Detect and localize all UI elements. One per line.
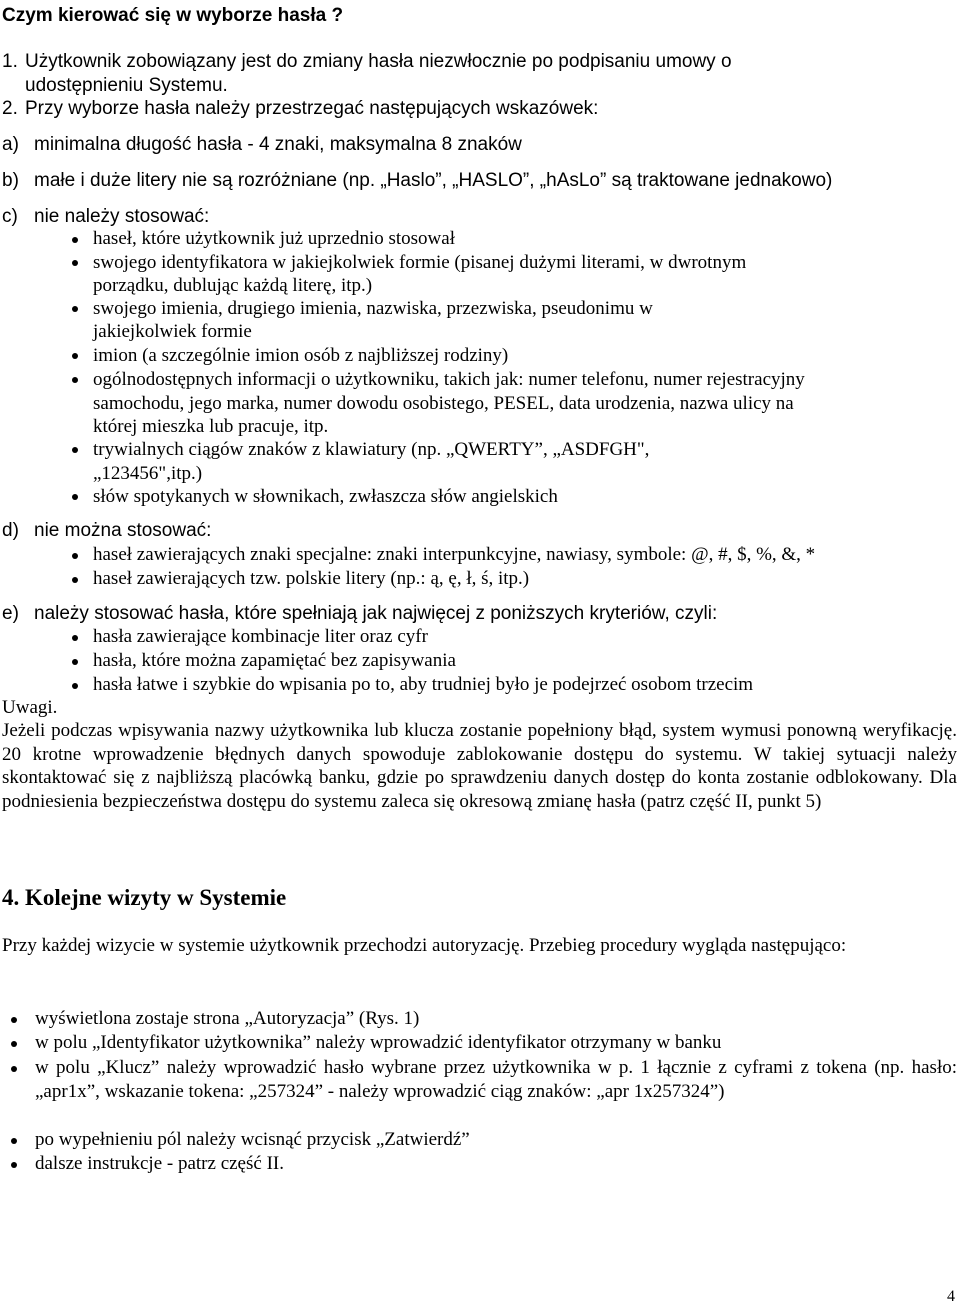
rule-c-item-3-line-2: jakiejkolwiek formie xyxy=(93,321,252,342)
numbered-marker-1: 1. xyxy=(2,51,18,72)
rule-d-item-2: haseł zawierających tzw. polskie litery (np.: ą, ę, ł, ś, itp.) xyxy=(93,568,530,589)
rule-c-marker: c) xyxy=(2,206,18,227)
bullet-icon xyxy=(11,1066,17,1072)
rule-d-text: nie można stosować: xyxy=(34,520,212,541)
section-heading: Czym kierować się w wyborze hasła ? xyxy=(2,5,344,26)
notes-label: Uwagi. xyxy=(2,697,58,718)
rule-c-item-5-line-1: ogólnodostępnych informacji o użytkowniku, takich jak: numer telefonu, numer rejestracyjny xyxy=(93,369,805,390)
section-4-item-3: w polu „Klucz” należy wprowadzić hasło wybrane przez użytkownika w p. 1 łącznie z cyframi z tokena (np. hasło: „apr1x”, wskazanie tokena: „257324” - należy wprowadzić ciąg znaków: „apr 1x257324”) xyxy=(35,1057,957,1102)
rule-b-marker: b) xyxy=(2,170,19,191)
rule-c-text: nie należy stosować: xyxy=(34,206,210,227)
page-number: 4 xyxy=(947,1288,955,1305)
rule-c-item-5-line-2: samochodu, jego marka, numer dowodu osobistego, PESEL, data urodzenia, nazwa ulicy na xyxy=(93,393,794,414)
rule-c-item-7: słów spotykanych w słownikach, zwłaszcza słów angielskich xyxy=(93,486,558,507)
notes-paragraph: Jeżeli podczas wpisywania nazwy użytkownika lub klucza zostanie popełniony błąd, system wymusi ponowną weryfikację. 20 krotne wprowadzenie błędnych danych spowoduje zablokowanie dostępu do systemu. W takiej sytuacji należy skontaktować się z najbliższą placówką banku, gdzie po sprawdzeniu danych dostęp do konta zostanie odblokowany. Dla podniesienia bezpieczeństwa dostępu do systemu zaleca się okresową zmianę hasła (patrz część II, punkt 5) xyxy=(2,720,957,812)
section-4-intro: Przy każdej wizycie w systemie użytkownik przechodzi autoryzację. Przebieg procedury wygląda następująco: xyxy=(2,935,847,956)
numbered-item-1-line-1: Użytkownik zobowiązany jest do zmiany hasła niezwłocznie po podpisaniu umowy o xyxy=(25,51,732,72)
section-4-item-4: po wypełnieniu pól należy wcisnąć przycisk „Zatwierdź” xyxy=(35,1129,470,1150)
rule-c-item-4: imion (a szczególnie imion osób z najbliższej rodziny) xyxy=(93,345,509,366)
rule-c-item-1: haseł, które użytkownik już uprzednio stosował xyxy=(93,228,455,249)
bullet-icon xyxy=(72,659,78,665)
rule-b-text: małe i duże litery nie są rozróżniane (np. „Haslo”, „HASLO”, „hAsLo” są traktowane jednakowo) xyxy=(34,170,833,191)
rule-c-item-6-line-1: trywialnych ciągów znaków z klawiatury (np. „QWERTY”, „ASDFGH", xyxy=(93,439,650,460)
bullet-icon xyxy=(72,577,78,583)
bullet-icon xyxy=(11,1138,17,1144)
rule-e-item-3: hasła łatwe i szybkie do wpisania po to, aby trudniej było je podejrzeć osobom trzecim xyxy=(93,674,754,695)
rule-e-item-2: hasła, które można zapamiętać bez zapisywania xyxy=(93,650,456,671)
bullet-icon xyxy=(11,1162,17,1168)
bullet-icon xyxy=(72,237,78,243)
rule-c-item-2-line-2: porządku, dublując każdą literę, itp.) xyxy=(93,275,373,296)
rule-c-item-5-line-3: której mieszka lub pracuje, itp. xyxy=(93,416,329,437)
bullet-icon xyxy=(72,377,78,383)
bullet-icon xyxy=(72,353,78,359)
section-4-item-2: w polu „Identyfikator użytkownika” należy wprowadzić identyfikator otrzymany w banku xyxy=(35,1032,722,1053)
bullet-icon xyxy=(72,635,78,641)
rule-a-text: minimalna długość hasła - 4 znaki, maksymalna 8 znaków xyxy=(34,134,522,155)
bullet-icon xyxy=(72,553,78,559)
numbered-marker-2: 2. xyxy=(2,98,18,119)
rule-e-marker: e) xyxy=(2,603,19,624)
rule-d-marker: d) xyxy=(2,520,19,541)
bullet-icon xyxy=(11,1041,17,1047)
bullet-icon xyxy=(72,494,78,500)
section-4-item-1: wyświetlona zostaje strona „Autoryzacja” (Rys. 1) xyxy=(35,1008,420,1029)
rule-a-marker: a) xyxy=(2,134,19,155)
bullet-icon xyxy=(72,447,78,453)
section-4-item-5: dalsze instrukcje - patrz część II. xyxy=(35,1153,284,1174)
rule-c-item-2-line-1: swojego identyfikatora w jakiejkolwiek formie (pisanej dużymi literami, w dwrotnym xyxy=(93,252,747,273)
bullet-icon xyxy=(11,1017,17,1023)
rule-e-item-1: hasła zawierające kombinacje liter oraz cyfr xyxy=(93,626,428,647)
numbered-item-1-line-2: udostępnieniu Systemu. xyxy=(25,75,228,96)
bullet-icon xyxy=(72,683,78,689)
rule-c-item-6-line-2: „123456",itp.) xyxy=(93,463,203,484)
section-4-title: 4. Kolejne wizyty w Systemie xyxy=(2,885,287,910)
bullet-icon xyxy=(72,260,78,266)
rule-d-item-1: haseł zawierających znaki specjalne: znaki interpunkcyjne, nawiasy, symbole: @, #, $, %, &, * xyxy=(93,544,816,565)
numbered-item-2-line-1: Przy wyborze hasła należy przestrzegać następujących wskazówek: xyxy=(25,98,599,119)
rule-e-text: należy stosować hasła, które spełniają jak najwięcej z poniższych kryteriów, czyli: xyxy=(34,603,718,624)
bullet-icon xyxy=(72,306,78,312)
rule-c-item-3-line-1: swojego imienia, drugiego imienia, nazwiska, przezwiska, pseudonimu w xyxy=(93,298,653,319)
